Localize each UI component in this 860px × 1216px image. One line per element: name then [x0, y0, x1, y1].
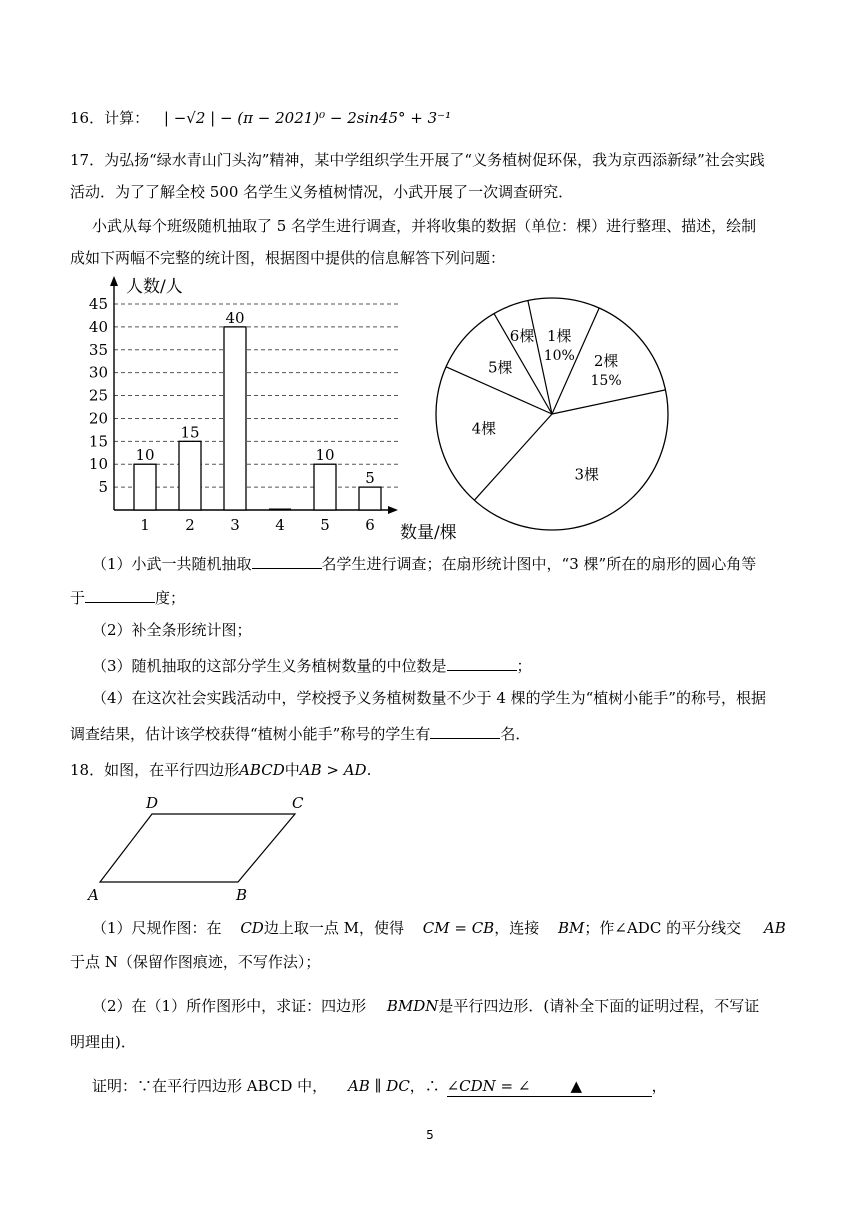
y-tick-label: 45 [88, 295, 108, 313]
bar [179, 441, 201, 510]
pie-marks [436, 298, 668, 530]
proof-text-a: 证明：∵在平行四边形 ABCD 中， [92, 1077, 328, 1095]
q18-math-ab-ad: AB > AD [299, 761, 367, 779]
q17-line3: 小武从每个班级随机抽取了 5 名学生进行调查，并将收集的数据（单位：棵）进行整理、描述，绘制 [92, 217, 757, 235]
bar [134, 464, 156, 510]
parallelogram-figure [80, 790, 330, 905]
parallelogram-abcd [100, 814, 295, 882]
q18-sub1-line2: 于点 N（保留作图痕迹，不写作法）； [70, 953, 321, 971]
q18-sub1-a: （1）尺规作图：在 [92, 919, 222, 937]
pie-slice-label: 5棵 [488, 358, 513, 377]
y-tick-label: 5 [98, 478, 108, 497]
proof-answer-blank[interactable] [447, 1076, 652, 1097]
x-tick-label: 5 [320, 516, 330, 534]
question-18-stem [70, 760, 371, 780]
answer-blank-1[interactable] [252, 552, 322, 569]
x-tick-label: 2 [185, 516, 195, 534]
proof-text-c: ，∴ [409, 1077, 440, 1095]
q16-expression: | −√2 | − (π − 2021)⁰ − 2sin45° + 3⁻¹ [163, 109, 452, 127]
q18-sub2-a: （2）在（1）所作图形中，求证：四边形 [92, 997, 367, 1015]
bar-chart [80, 272, 457, 547]
pie-slice-label: 3棵 [574, 465, 600, 484]
y-tick-label: 20 [88, 409, 108, 428]
pie-slice-percent: 10% [543, 347, 575, 364]
question-16 [70, 108, 451, 128]
q17-sub1-line2 [70, 586, 185, 608]
q17-sub3-end: ； [516, 657, 532, 675]
pie-slice-percent: 15% [590, 373, 622, 390]
bar-value-label: 5 [365, 469, 375, 488]
bar-value-label: 15 [180, 423, 200, 442]
q17-line2: 活动．为了了解全校 500 名学生义务植树情况，小武开展了一次调查研究． [70, 183, 574, 201]
bar [224, 327, 246, 510]
answer-blank-4[interactable] [430, 722, 500, 739]
q18-proof-line [92, 1076, 667, 1097]
pie-slice-label: 6棵 [509, 327, 535, 346]
q17-sub1-text-c: 于 [70, 589, 86, 607]
proof-angle-cdn: ∠CDN = ∠ [446, 1077, 531, 1095]
proof-text-f: ， [651, 1077, 667, 1095]
x-tick-label: 1 [140, 516, 150, 534]
q18-sub1-g: ；作∠ADC 的平分线交 [584, 919, 742, 937]
q18-sub1-line1 [92, 918, 786, 938]
q17-sub1-text-b: 名学生进行调查；在扇形统计图中，“3 棵”所在的扇形的圆心角等 [321, 555, 757, 573]
q17-sub1-line1 [92, 552, 756, 574]
q18-text-a: 18．如图，在平行四边形 [70, 761, 240, 779]
answer-blank-2[interactable] [85, 586, 155, 603]
page-number: 5 [426, 1128, 434, 1142]
q18-sub2-line1 [92, 996, 759, 1016]
label-b: B [236, 886, 248, 904]
x-axis-title: 数量/棵 [400, 523, 457, 543]
q17-sub4-end: 名． [500, 725, 531, 743]
q18-sub2-line2: 明理由)． [70, 1033, 136, 1051]
y-tick-label: 10 [88, 455, 108, 474]
q18-math-abcd: ABCD [239, 761, 285, 779]
x-axis-arrow [388, 506, 398, 514]
bar [359, 487, 381, 510]
q17-sub3-text: （3）随机抽取的这部分学生义务植树数量的中位数是 [92, 657, 447, 675]
pie-slice-label: 1棵 [547, 326, 572, 345]
label-c: C [292, 794, 304, 812]
q18-text-c: 中 [284, 761, 300, 779]
bar-value-label: 40 [225, 308, 245, 327]
proof-triangle-mark: ▲ [570, 1077, 583, 1095]
q18-sub2-bmdn: BMDN [386, 997, 439, 1015]
q18-sub1-ab: AB [763, 919, 786, 937]
pie-slice-label: 2棵 [593, 352, 619, 371]
q18-sub1-bm: BM [558, 919, 585, 937]
q17-sub2: （2）补全条形统计图； [92, 621, 252, 639]
q17-line4: 成如下两幅不完整的统计图，根据图中提供的信息解答下列问题： [70, 249, 506, 267]
proof-ab-parallel-dc: AB ∥ DC [347, 1077, 410, 1095]
q17-sub4-text: 调查结果，估计该学校获得“植树小能手”称号的学生有 [70, 725, 431, 743]
q17-sub3 [92, 654, 532, 676]
q18-sub1-cm-cb: CM = CB [422, 919, 495, 937]
q17-sub1-text-d: 度； [155, 589, 186, 607]
q16-number: 16．计算： [70, 109, 150, 127]
y-axis-title: 人数/人 [126, 277, 183, 297]
pie-slice-label: 4棵 [471, 419, 497, 438]
label-d: D [146, 794, 159, 812]
bar-value-label: 10 [135, 446, 155, 465]
label-a: A [88, 886, 99, 904]
q18-sub1-cd: CD [240, 919, 264, 937]
bar-marks [134, 309, 381, 534]
q17-line1: 17．为弘扬“绿水青山门头沟”精神，某中学组织学生开展了“义务植树促环保，我为京西添新绿”社会实践 [70, 151, 765, 169]
q18-sub1-e: ，连接 [494, 919, 540, 937]
y-tick-label: 25 [88, 386, 108, 405]
bar [314, 464, 336, 510]
q17-sub4-line1: （4）在这次社会实践活动中，学校授予义务植树数量不少于 4 棵的学生为“植树小能手”的称号，根据 [92, 689, 766, 707]
answer-blank-3[interactable] [447, 654, 517, 671]
pie-chart [432, 292, 672, 532]
x-tick-label: 3 [230, 516, 240, 534]
q17-sub4-line2 [70, 722, 530, 744]
q18-sub1-c: 边上取一点 M，使得 [263, 919, 404, 937]
q17-sub1-text-a: （1）小武一共随机抽取 [92, 555, 252, 573]
y-tick-label: 15 [88, 432, 108, 451]
y-tick-label: 30 [88, 363, 108, 382]
y-axis-arrow [110, 276, 118, 286]
q18-text-e: . [366, 761, 372, 779]
bar-value-label: 10 [315, 446, 335, 465]
y-tick-label: 35 [88, 340, 108, 359]
x-tick-label: 4 [275, 516, 285, 534]
q18-sub2-c: 是平行四边形．(请补全下面的证明过程，不写证 [438, 997, 760, 1015]
x-tick-label: 6 [365, 516, 375, 534]
y-tick-label: 40 [88, 317, 108, 336]
